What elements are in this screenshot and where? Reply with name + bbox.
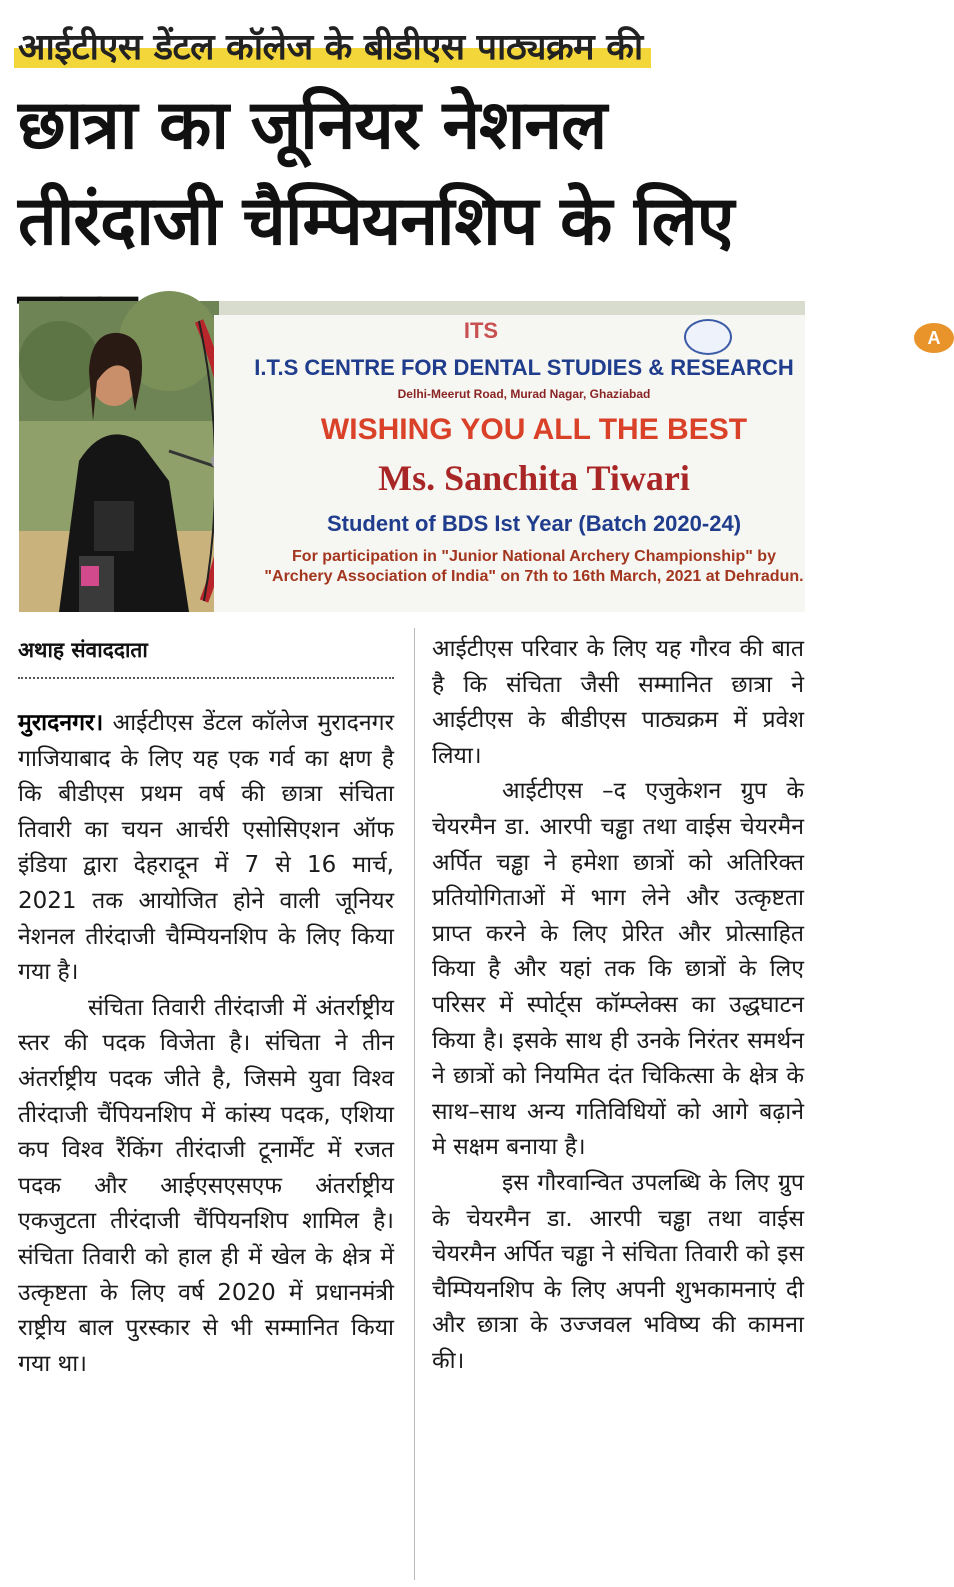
byline-divider [18,677,394,679]
article-paragraph: आईटीएस –द एजुकेशन ग्रुप के चेयरमैन डा. आरपी चड्ढा तथा वाईस चेयरमैन अर्पित चड्ढा ने हमेशा छात्रों को अतिरिक्त प्रतियोगिताओं में भाग लेने और उत्कृष्टता प्राप्त करने के लिए प्रेरित और प्रोत्साहित किया है और यहां तक कि छात्रों के लिए परिसर में स्पोर्ट्स कॉम्प्लेक्स का उद्धघाटन किया है। इसके साथ ही उनके निरंतर समर्थन ने छात्रों को नियमित दंत चिकित्सा के क्षेत्र के साथ–साथ अन्य गतिविधियों को आगे बढ़ाने मे सक्षम बनाया है। [432,778,804,1161]
banner-participation: For participation in "Junior National Archery Championship" by "Archery Association of India" on 7th to 16th March, 2021 at Dehradun. [264,548,804,585]
emblem-logo [684,319,732,355]
banner-student: Student of BDS Ist Year (Batch 2020-24) [326,511,742,536]
article-column-1 [18,706,394,1382]
banner-wish: WISHING YOU ALL THE BEST [320,413,748,446]
article-paragraph: संचिता तिवारी तीरंदाजी में अंतर्राष्ट्रीय स्तर की पदक विजेता है। संचिता ने तीन अंतर्राष्ट्रीय पदक जीते है, जिसमे युवा विश्व तीरंदाजी चैंपियनशिप में कांस्य पदक, एशिया कप विश्व रैंकिंग तीरंदाजी टूनार्मेंट में रजत पदक और आईएसएसएफ अंतर्राष्ट्रीय एकजुटता तीरंदाजी चैंपियनशिप शामिल है। संचिता तिवारी को हाल ही में खेल के क्षेत्र में उत्कृष्टता के लिए वर्ष 2020 में प्रधानमंत्री राष्ट्रीय बाल पुरस्कार से भी सम्मानित किया गया था। [18,994,394,1377]
article-paragraph [18,706,394,991]
article-column-2 [432,632,804,1379]
headline-kicker [18,20,643,70]
kicker-text: आईटीएस डेंटल कॉलेज के बीडीएस पाठ्यक्रम की [18,26,643,68]
banner-institute: I.T.S CENTRE FOR DENTAL STUDIES & RESEARCH [254,355,794,380]
banner-address: Delhi-Meerut Road, Murad Nagar, Ghaziabad [397,387,651,401]
article-paragraph: आईटीएस परिवार के लिए यह गौरव की बात है कि संचिता जैसी सम्मानित छात्रा ने आईटीएस के बीडीएस पाठ्यक्रम में प्रवेश लिया। [432,636,804,769]
headline-title: छात्रा का जूनियर नेशनल तीरंदाजी चैम्पियनशिप के लिए [18,86,734,261]
column-divider [414,628,415,1580]
dateline: मुरादनगर। [18,710,104,736]
naac-logo: A [914,323,954,353]
banner-name: Ms. Sanchita Tiwari [378,458,690,498]
news-photo [19,301,941,612]
banner [214,315,941,612]
paragraph-text: आईटीएस डेंटल कॉलेज मुरादनगर गाजियाबाद के लिए यह एक गर्व का क्षण है कि बीडीएस प्रथम वर्ष की छात्रा संचिता तिवारी का चयन आर्चरी एसोसिएशन ऑफ इंडिया द्वारा देहरादून में 7 से 16 मार्च, 2021 तक आयोजित होने वाली जूनियर नेशनल तीरंदाजी चैम्पियनशिप के लिए किया गया है। [18,710,394,986]
article-paragraph: इस गौरवान्वित उपलब्धि के लिए ग्रुप के चेयरमैन डा. आरपी चड्ढा तथा वाईस चेयरमैन अर्पित चड्ढा ने संचिता तिवारी को इस चैम्पियनशिप के लिए अपनी शुभकामनाएं दी और छात्रा के उज्जवल भविष्य की कामना की। [432,1169,804,1374]
its-logo: ITS [463,318,499,343]
byline: अथाह संवाददाता [18,638,148,662]
